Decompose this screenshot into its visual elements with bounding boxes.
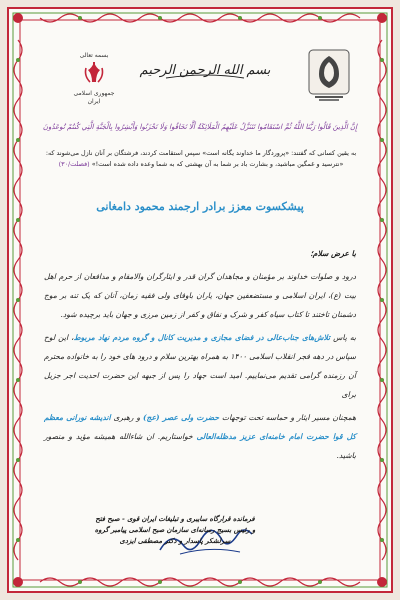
- paragraph-3-highlight-1: حضرت ولی عصر (عج): [142, 413, 220, 422]
- iran-emblem-icon: [82, 60, 106, 86]
- paragraph-3-post: خواستاریم. ان شاءالله همیشه مؤید و منصور باشید.: [44, 432, 356, 460]
- verse-translation: [40, 148, 362, 170]
- salutation: با عرض سلام؛: [310, 249, 356, 258]
- paragraph-3-pre: همچنان مسیر ایثار و حماسه تحت توجهات: [221, 413, 356, 422]
- verse-source: (فصلت/۳۰): [58, 160, 90, 168]
- paragraph-3-highlight-2: اندیشه نورانی معظم کل قوا حضرت امام خامنه‌ای عزیز مدظله‌العالی: [44, 413, 356, 441]
- paragraph-1: درود و صلوات خداوند بر مؤمنان و مجاهدان گران قدر و ایثارگران والامقام و مدافعان از حرم اهل بیت (ع)، ایران اسلامی و مستضعفین جهان، یاران باوفای ولی فقیه زمان، آنان که یک تنه بر موج دشمنان تاختند تا کتاب سیاه کفر و شرک و نفاق و کفر از زمین مرزی و جهان باید برچیده شود.: [44, 272, 356, 319]
- paragraph-3-mid: و رهبری: [113, 413, 141, 422]
- paragraph-2-highlight: تلاش‌های جناب‌عالی در فضای مجازی و مدیریت کانال و گروه مردم نهاد مربوط: [73, 333, 331, 342]
- signature-line-3: سرلشکر پاسدار و دکتر مصطفی ایزدی: [119, 537, 231, 545]
- paragraph-2-post: ، این لوح سپاس در دهه فجر انقلاب اسلامی ۱۴۰۰ به همراه بهترین سلام و درود های خود را به خانواده محترم آن رزمنده گرامی تقدیم می‌نماییم. امید است جهاد را پس از جبهه این حضرت احدیت اجر جزیل برای: [44, 333, 356, 399]
- national-emblem: [72, 52, 116, 105]
- signature-line-2: و رئیس بسیج رسانه‌ای سازمان صبح اسلامی پیامبر گروه: [94, 526, 256, 534]
- emblem-caption-bottom: جمهوری اسلامی ایران: [73, 90, 115, 105]
- recipient-title: پیشکسوت معزز برادر ارجمند محمود دامغانی: [96, 200, 304, 213]
- paragraph-2-pre: به پاس: [333, 333, 357, 342]
- quran-verse: إِنَّ الَّذِينَ قَالُوا رَبُّنَا اللَّهُ ثُمَّ اسْتَقَامُوا تَتَنَزَّلُ عَلَيْهِمُ الْمَلَائِكَةُ أَلَّا تَخَافُوا وَلَا تَحْزَنُوا وَأَبْشِرُوا بِالْجَنَّةِ الَّتِي كُنتُمْ تُوعَدُونَ: [42, 123, 358, 131]
- bismillah-text: بسم الله الرحمن الرحیم: [139, 63, 271, 78]
- paragraph-3: [44, 408, 356, 465]
- signature-block: [90, 514, 260, 547]
- bismillah-calligraphy: [139, 48, 271, 88]
- certificate-body: [44, 244, 356, 469]
- organization-logo-icon: [305, 48, 353, 102]
- signature-line-1: فرمانده قرارگاه سایبری و تبلیغات ایران قوی - صبح فتح: [95, 515, 255, 523]
- emblem-caption-top: بسمه تعالی: [79, 52, 109, 59]
- verse-translation-text: به یقین کسانی که گفتند: «پروردگار ما خداوند یگانه است» سپس استقامت کردند، فرشتگان بر آنان نازل می‌شوند که: «نترسید و غمگین مباشید، و بشارت باد بر شما به آن بهشتی که به شما وعده داده شده است!»: [45, 149, 357, 168]
- paragraph-2: [44, 328, 356, 404]
